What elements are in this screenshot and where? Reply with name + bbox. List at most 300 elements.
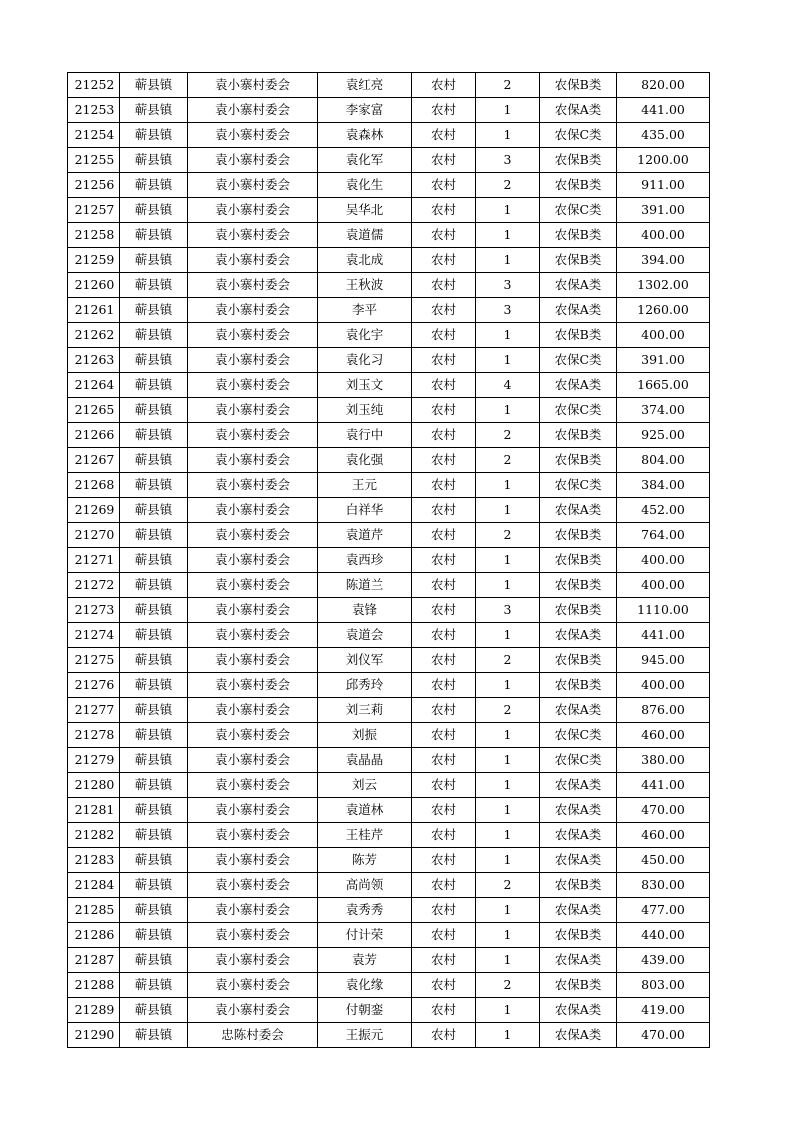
table-row: [68, 898, 710, 923]
household-size-cell: 1: [476, 923, 540, 948]
township-cell: 蕲县镇: [120, 948, 188, 973]
household-size-cell: 3: [476, 598, 540, 623]
table-row: [68, 798, 710, 823]
resident-name-cell: 袁道会: [318, 623, 412, 648]
table-row: [68, 823, 710, 848]
table-row: [68, 398, 710, 423]
benefit-amount-cell: 911.00: [617, 173, 710, 198]
insurance-category-cell: 农保B类: [540, 223, 617, 248]
village-committee-cell: 袁小寨村委会: [188, 198, 318, 223]
resident-name-cell: 袁红亮: [318, 73, 412, 98]
village-committee-cell: 袁小寨村委会: [188, 98, 318, 123]
benefit-amount-cell: 1302.00: [617, 273, 710, 298]
household-type-cell: 农村: [412, 448, 476, 473]
table-row: [68, 1023, 710, 1048]
benefit-amount-cell: 441.00: [617, 623, 710, 648]
village-committee-cell: 袁小寨村委会: [188, 298, 318, 323]
township-cell: 蕲县镇: [120, 848, 188, 873]
household-size-cell: 1: [476, 673, 540, 698]
record-id-cell: 21271: [68, 548, 120, 573]
resident-name-cell: 袁道林: [318, 798, 412, 823]
village-committee-cell: 袁小寨村委会: [188, 223, 318, 248]
table-row: [68, 573, 710, 598]
resident-name-cell: 陈道兰: [318, 573, 412, 598]
resident-name-cell: 刘仪军: [318, 648, 412, 673]
household-type-cell: 农村: [412, 823, 476, 848]
insurance-category-cell: 农保B类: [540, 148, 617, 173]
village-committee-cell: 袁小寨村委会: [188, 698, 318, 723]
household-type-cell: 农村: [412, 148, 476, 173]
household-type-cell: 农村: [412, 623, 476, 648]
benefit-amount-cell: 820.00: [617, 73, 710, 98]
record-id-cell: 21283: [68, 848, 120, 873]
benefit-amount-cell: 435.00: [617, 123, 710, 148]
village-committee-cell: 袁小寨村委会: [188, 423, 318, 448]
household-size-cell: 2: [476, 873, 540, 898]
township-cell: 蕲县镇: [120, 323, 188, 348]
table-row: [68, 623, 710, 648]
village-committee-cell: 袁小寨村委会: [188, 848, 318, 873]
record-id-cell: 21285: [68, 898, 120, 923]
insurance-category-cell: 农保C类: [540, 198, 617, 223]
record-id-cell: 21260: [68, 273, 120, 298]
resident-name-cell: 袁化宇: [318, 323, 412, 348]
village-committee-cell: 袁小寨村委会: [188, 373, 318, 398]
household-size-cell: 1: [476, 248, 540, 273]
resident-name-cell: 刘云: [318, 773, 412, 798]
village-committee-cell: 袁小寨村委会: [188, 923, 318, 948]
village-committee-cell: 袁小寨村委会: [188, 473, 318, 498]
record-id-cell: 21270: [68, 523, 120, 548]
household-size-cell: 1: [476, 1023, 540, 1048]
record-id-cell: 21277: [68, 698, 120, 723]
record-id-cell: 21273: [68, 598, 120, 623]
village-committee-cell: 袁小寨村委会: [188, 973, 318, 998]
household-size-cell: 2: [476, 73, 540, 98]
insurance-category-cell: 农保B类: [540, 248, 617, 273]
resident-name-cell: 吴华北: [318, 198, 412, 223]
resident-name-cell: 袁西珍: [318, 548, 412, 573]
resident-name-cell: 刘玉纯: [318, 398, 412, 423]
household-size-cell: 1: [476, 573, 540, 598]
household-size-cell: 2: [476, 173, 540, 198]
insurance-category-cell: 农保B类: [540, 423, 617, 448]
household-type-cell: 农村: [412, 673, 476, 698]
village-committee-cell: 袁小寨村委会: [188, 823, 318, 848]
township-cell: 蕲县镇: [120, 573, 188, 598]
record-id-cell: 21254: [68, 123, 120, 148]
township-cell: 蕲县镇: [120, 898, 188, 923]
table-row: [68, 298, 710, 323]
table-row: [68, 373, 710, 398]
benefit-amount-cell: 470.00: [617, 798, 710, 823]
township-cell: 蕲县镇: [120, 373, 188, 398]
record-id-cell: 21259: [68, 248, 120, 273]
township-cell: 蕲县镇: [120, 798, 188, 823]
table-row: [68, 523, 710, 548]
township-cell: 蕲县镇: [120, 998, 188, 1023]
household-size-cell: 1: [476, 348, 540, 373]
village-committee-cell: 袁小寨村委会: [188, 948, 318, 973]
table-row: [68, 348, 710, 373]
benefit-amount-cell: 876.00: [617, 698, 710, 723]
household-size-cell: 3: [476, 273, 540, 298]
benefit-amount-cell: 439.00: [617, 948, 710, 973]
resident-name-cell: 袁北成: [318, 248, 412, 273]
record-id-cell: 21279: [68, 748, 120, 773]
table-row: [68, 323, 710, 348]
benefit-amount-cell: 384.00: [617, 473, 710, 498]
table-row: [68, 448, 710, 473]
village-committee-cell: 袁小寨村委会: [188, 548, 318, 573]
record-id-cell: 21253: [68, 98, 120, 123]
benefit-amount-cell: 400.00: [617, 223, 710, 248]
household-type-cell: 农村: [412, 348, 476, 373]
resident-name-cell: 王元: [318, 473, 412, 498]
benefit-amount-cell: 945.00: [617, 648, 710, 673]
household-size-cell: 1: [476, 898, 540, 923]
table-row: [68, 248, 710, 273]
household-type-cell: 农村: [412, 698, 476, 723]
resident-name-cell: 李平: [318, 298, 412, 323]
township-cell: 蕲县镇: [120, 173, 188, 198]
record-id-cell: 21274: [68, 623, 120, 648]
insurance-category-cell: 农保B类: [540, 523, 617, 548]
record-id-cell: 21264: [68, 373, 120, 398]
household-type-cell: 农村: [412, 323, 476, 348]
insurance-category-cell: 农保A类: [540, 623, 617, 648]
table-row: [68, 123, 710, 148]
insurance-category-cell: 农保A类: [540, 698, 617, 723]
benefit-amount-cell: 452.00: [617, 498, 710, 523]
benefit-amount-cell: 803.00: [617, 973, 710, 998]
household-type-cell: 农村: [412, 223, 476, 248]
resident-name-cell: 刘三莉: [318, 698, 412, 723]
household-type-cell: 农村: [412, 598, 476, 623]
household-type-cell: 农村: [412, 998, 476, 1023]
village-committee-cell: 袁小寨村委会: [188, 348, 318, 373]
benefit-amount-cell: 400.00: [617, 548, 710, 573]
township-cell: 蕲县镇: [120, 773, 188, 798]
benefit-amount-cell: 400.00: [617, 573, 710, 598]
village-committee-cell: 袁小寨村委会: [188, 873, 318, 898]
table-row: [68, 473, 710, 498]
table-row: [68, 948, 710, 973]
township-cell: 蕲县镇: [120, 873, 188, 898]
table-row: [68, 923, 710, 948]
table-row: [68, 223, 710, 248]
insurance-category-cell: 农保A类: [540, 498, 617, 523]
benefit-amount-cell: 470.00: [617, 1023, 710, 1048]
village-committee-cell: 袁小寨村委会: [188, 123, 318, 148]
record-id-cell: 21275: [68, 648, 120, 673]
insurance-category-cell: 农保A类: [540, 1023, 617, 1048]
household-size-cell: 1: [476, 773, 540, 798]
benefit-amount-cell: 380.00: [617, 748, 710, 773]
insurance-category-cell: 农保B类: [540, 573, 617, 598]
resident-name-cell: 付计荣: [318, 923, 412, 948]
household-size-cell: 1: [476, 198, 540, 223]
benefit-amount-cell: 441.00: [617, 98, 710, 123]
household-type-cell: 农村: [412, 773, 476, 798]
table-row: [68, 548, 710, 573]
resident-name-cell: 袁化军: [318, 148, 412, 173]
village-committee-cell: 袁小寨村委会: [188, 798, 318, 823]
village-committee-cell: 袁小寨村委会: [188, 523, 318, 548]
record-id-cell: 21262: [68, 323, 120, 348]
insurance-category-cell: 农保B类: [540, 173, 617, 198]
resident-name-cell: 袁晶晶: [318, 748, 412, 773]
household-type-cell: 农村: [412, 273, 476, 298]
table-row: [68, 73, 710, 98]
household-type-cell: 农村: [412, 548, 476, 573]
household-size-cell: 1: [476, 948, 540, 973]
table-row: [68, 998, 710, 1023]
record-id-cell: 21281: [68, 798, 120, 823]
record-id-cell: 21284: [68, 873, 120, 898]
household-size-cell: 1: [476, 123, 540, 148]
township-cell: 蕲县镇: [120, 673, 188, 698]
insurance-category-cell: 农保B类: [540, 648, 617, 673]
benefit-amount-cell: 450.00: [617, 848, 710, 873]
table-row: [68, 648, 710, 673]
household-size-cell: 4: [476, 373, 540, 398]
resident-name-cell: 邱秀玲: [318, 673, 412, 698]
household-size-cell: 1: [476, 823, 540, 848]
benefit-amount-cell: 804.00: [617, 448, 710, 473]
township-cell: 蕲县镇: [120, 973, 188, 998]
village-committee-cell: 袁小寨村委会: [188, 648, 318, 673]
township-cell: 蕲县镇: [120, 748, 188, 773]
resident-name-cell: 袁行中: [318, 423, 412, 448]
township-cell: 蕲县镇: [120, 498, 188, 523]
table-row: [68, 773, 710, 798]
household-type-cell: 农村: [412, 173, 476, 198]
record-id-cell: 21286: [68, 923, 120, 948]
record-id-cell: 21288: [68, 973, 120, 998]
household-type-cell: 农村: [412, 398, 476, 423]
household-size-cell: 1: [476, 223, 540, 248]
village-committee-cell: 袁小寨村委会: [188, 73, 318, 98]
village-committee-cell: 袁小寨村委会: [188, 723, 318, 748]
table-row: [68, 723, 710, 748]
household-size-cell: 1: [476, 848, 540, 873]
benefit-amount-cell: 400.00: [617, 673, 710, 698]
resident-name-cell: 袁化缘: [318, 973, 412, 998]
insurance-category-cell: 农保B类: [540, 598, 617, 623]
household-type-cell: 农村: [412, 573, 476, 598]
household-size-cell: 1: [476, 723, 540, 748]
benefit-amount-cell: 441.00: [617, 773, 710, 798]
insurance-category-cell: 农保B类: [540, 873, 617, 898]
township-cell: 蕲县镇: [120, 598, 188, 623]
village-committee-cell: 袁小寨村委会: [188, 573, 318, 598]
benefit-amount-cell: 460.00: [617, 723, 710, 748]
household-type-cell: 农村: [412, 473, 476, 498]
insurance-category-cell: 农保A类: [540, 98, 617, 123]
benefit-amount-cell: 764.00: [617, 523, 710, 548]
township-cell: 蕲县镇: [120, 73, 188, 98]
village-committee-cell: 袁小寨村委会: [188, 323, 318, 348]
household-size-cell: 1: [476, 798, 540, 823]
household-size-cell: 2: [476, 973, 540, 998]
township-cell: 蕲县镇: [120, 698, 188, 723]
table-row: [68, 873, 710, 898]
benefit-amount-cell: 830.00: [617, 873, 710, 898]
resident-name-cell: 袁道芹: [318, 523, 412, 548]
household-size-cell: 2: [476, 423, 540, 448]
village-committee-cell: 袁小寨村委会: [188, 898, 318, 923]
insurance-category-cell: 农保B类: [540, 548, 617, 573]
resident-name-cell: 袁化习: [318, 348, 412, 373]
table-row: [68, 273, 710, 298]
record-id-cell: 21252: [68, 73, 120, 98]
household-type-cell: 农村: [412, 198, 476, 223]
record-id-cell: 21257: [68, 198, 120, 223]
household-type-cell: 农村: [412, 248, 476, 273]
township-cell: 蕲县镇: [120, 723, 188, 748]
relief-roster-table: [67, 72, 710, 1048]
benefit-amount-cell: 460.00: [617, 823, 710, 848]
household-type-cell: 农村: [412, 523, 476, 548]
insurance-category-cell: 农保A类: [540, 273, 617, 298]
insurance-category-cell: 农保B类: [540, 73, 617, 98]
township-cell: 蕲县镇: [120, 923, 188, 948]
record-id-cell: 21256: [68, 173, 120, 198]
household-type-cell: 农村: [412, 648, 476, 673]
record-id-cell: 21265: [68, 398, 120, 423]
table-row: [68, 698, 710, 723]
household-size-cell: 2: [476, 448, 540, 473]
household-type-cell: 农村: [412, 898, 476, 923]
resident-name-cell: 白祥华: [318, 498, 412, 523]
record-id-cell: 21282: [68, 823, 120, 848]
township-cell: 蕲县镇: [120, 523, 188, 548]
household-type-cell: 农村: [412, 498, 476, 523]
benefit-amount-cell: 477.00: [617, 898, 710, 923]
household-type-cell: 农村: [412, 848, 476, 873]
household-type-cell: 农村: [412, 723, 476, 748]
insurance-category-cell: 农保A类: [540, 823, 617, 848]
township-cell: 蕲县镇: [120, 298, 188, 323]
table-row: [68, 173, 710, 198]
resident-name-cell: 高尚领: [318, 873, 412, 898]
household-size-cell: 1: [476, 398, 540, 423]
benefit-amount-cell: 925.00: [617, 423, 710, 448]
household-type-cell: 农村: [412, 298, 476, 323]
benefit-amount-cell: 1260.00: [617, 298, 710, 323]
village-committee-cell: 袁小寨村委会: [188, 398, 318, 423]
township-cell: 蕲县镇: [120, 548, 188, 573]
household-size-cell: 1: [476, 498, 540, 523]
insurance-category-cell: 农保A类: [540, 898, 617, 923]
record-id-cell: 21263: [68, 348, 120, 373]
township-cell: 蕲县镇: [120, 1023, 188, 1048]
resident-name-cell: 陈芳: [318, 848, 412, 873]
township-cell: 蕲县镇: [120, 98, 188, 123]
record-id-cell: 21278: [68, 723, 120, 748]
village-committee-cell: 袁小寨村委会: [188, 598, 318, 623]
township-cell: 蕲县镇: [120, 273, 188, 298]
township-cell: 蕲县镇: [120, 623, 188, 648]
benefit-amount-cell: 440.00: [617, 923, 710, 948]
township-cell: 蕲县镇: [120, 198, 188, 223]
township-cell: 蕲县镇: [120, 223, 188, 248]
village-committee-cell: 袁小寨村委会: [188, 623, 318, 648]
village-committee-cell: 袁小寨村委会: [188, 673, 318, 698]
insurance-category-cell: 农保B类: [540, 448, 617, 473]
benefit-amount-cell: 391.00: [617, 198, 710, 223]
record-id-cell: 21290: [68, 1023, 120, 1048]
household-size-cell: 1: [476, 748, 540, 773]
resident-name-cell: 袁秀秀: [318, 898, 412, 923]
record-id-cell: 21269: [68, 498, 120, 523]
insurance-category-cell: 农保A类: [540, 998, 617, 1023]
table-row: [68, 848, 710, 873]
household-type-cell: 农村: [412, 798, 476, 823]
benefit-amount-cell: 1110.00: [617, 598, 710, 623]
table-row: [68, 98, 710, 123]
household-size-cell: 2: [476, 523, 540, 548]
resident-name-cell: 袁芳: [318, 948, 412, 973]
household-size-cell: 1: [476, 623, 540, 648]
table-body: [68, 73, 710, 1048]
resident-name-cell: 付朝銮: [318, 998, 412, 1023]
record-id-cell: 21280: [68, 773, 120, 798]
township-cell: 蕲县镇: [120, 648, 188, 673]
record-id-cell: 21289: [68, 998, 120, 1023]
table-row: [68, 748, 710, 773]
township-cell: 蕲县镇: [120, 423, 188, 448]
record-id-cell: 21261: [68, 298, 120, 323]
record-id-cell: 21267: [68, 448, 120, 473]
insurance-category-cell: 农保C类: [540, 123, 617, 148]
insurance-category-cell: 农保A类: [540, 848, 617, 873]
benefit-amount-cell: 1665.00: [617, 373, 710, 398]
insurance-category-cell: 农保B类: [540, 923, 617, 948]
township-cell: 蕲县镇: [120, 348, 188, 373]
household-size-cell: 1: [476, 998, 540, 1023]
household-type-cell: 农村: [412, 748, 476, 773]
village-committee-cell: 袁小寨村委会: [188, 773, 318, 798]
insurance-category-cell: 农保A类: [540, 773, 617, 798]
record-id-cell: 21287: [68, 948, 120, 973]
township-cell: 蕲县镇: [120, 823, 188, 848]
township-cell: 蕲县镇: [120, 248, 188, 273]
village-committee-cell: 忠陈村委会: [188, 1023, 318, 1048]
table-row: [68, 148, 710, 173]
household-size-cell: 1: [476, 473, 540, 498]
benefit-amount-cell: 374.00: [617, 398, 710, 423]
village-committee-cell: 袁小寨村委会: [188, 173, 318, 198]
insurance-category-cell: 农保A类: [540, 373, 617, 398]
table-row: [68, 498, 710, 523]
record-id-cell: 21266: [68, 423, 120, 448]
insurance-category-cell: 农保C类: [540, 723, 617, 748]
village-committee-cell: 袁小寨村委会: [188, 998, 318, 1023]
household-type-cell: 农村: [412, 373, 476, 398]
insurance-category-cell: 农保A类: [540, 298, 617, 323]
resident-name-cell: 王桂芹: [318, 823, 412, 848]
insurance-category-cell: 农保B类: [540, 673, 617, 698]
resident-name-cell: 袁道儒: [318, 223, 412, 248]
resident-name-cell: 袁锋: [318, 598, 412, 623]
township-cell: 蕲县镇: [120, 123, 188, 148]
resident-name-cell: 李家富: [318, 98, 412, 123]
table-row: [68, 198, 710, 223]
village-committee-cell: 袁小寨村委会: [188, 498, 318, 523]
table-row: [68, 598, 710, 623]
